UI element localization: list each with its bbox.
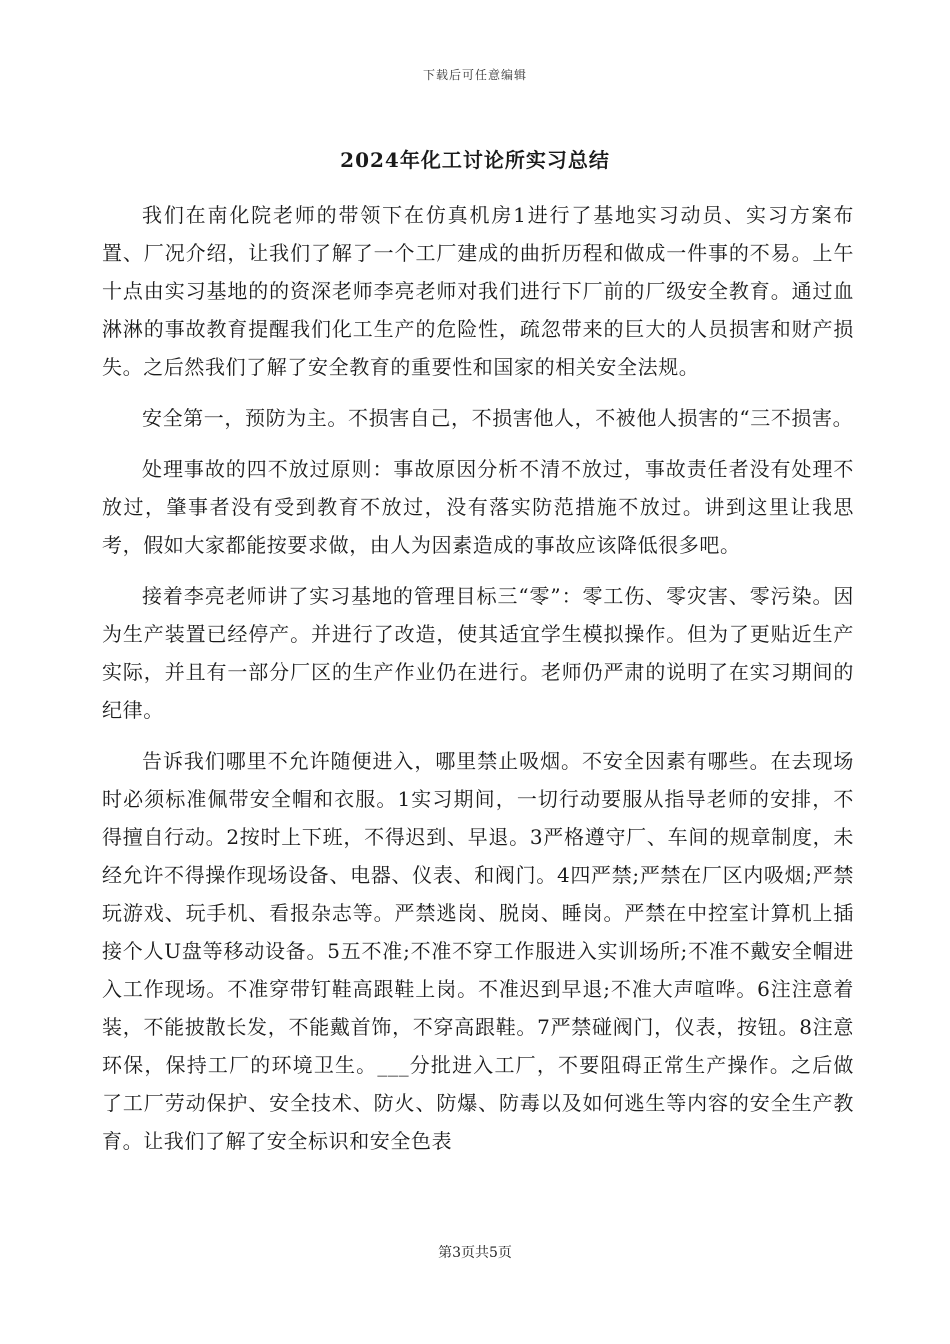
page-number: 第3页共5页 [438,1245,512,1261]
paragraph: 处理事故的四不放过原则：事故原因分析不清不放过，事故责任者没有处理不放过，肇事者没有受到教育不放过，没有落实防范措施不放过。讲到这里让我思考，假如大家都能按要求做，由人为因素造成的事故应该降低很多吧。 [102,457,854,557]
document-body [102,196,854,1173]
paragraph: 我们在南化院老师的带领下在仿真机房1进行了基地实习动员、实习方案布置、厂况介绍，让我们了解了一个工厂建成的曲折历程和做成一件事的不易。上午十点由实习基地的的资深老师李亮老师对我们进行下厂前的厂级安全教育。通过血淋淋的事故教育提醒我们化工生产的危险性，疏忽带来的巨大的人员损害和财产损失。之后然我们了解了安全教育的重要性和国家的相关安全法规。 [102,203,854,379]
paragraph: 告诉我们哪里不允许随便进入，哪里禁止吸烟。不安全因素有哪些。在去现场时必须标准佩带安全帽和衣服。1实习期间，一切行动要服从指导老师的安排，不得擅自行动。2按时上下班，不得迟到、早退。3严格遵守厂、车间的规章制度，未经允许不得操作现场设备、电器、仪表、和阀门。4四严禁;严禁在厂区内吸烟;严禁玩游戏、玩手机、看报杂志等。严禁逃岗、脱岗、睡岗。严禁在中控室计算机上插接个人U盘等移动设备。5五不准;不准不穿工作服进入实训场所;不准不戴安全帽进入工作现场。不准穿带钉鞋高跟鞋上岗。不准迟到早退;不准大声喧哗。6注注意着装，不能披散长发，不能戴首饰，不穿高跟鞋。7严禁碰阀门，仪表，按钮。8注意环保，保持工厂的环境卫生。___分批进入工厂，不要阻碍正常生产操作。之后做了工厂劳动保护、安全技术、防火、防爆、防毒以及如何逃生等内容的安全生产教育。让我们了解了安全标识和安全色表 [102,749,854,1153]
paragraph: 接着李亮老师讲了实习基地的管理目标三“零”：零工伤、零灾害、零污染。因为生产装置已经停产。并进行了改造，使其适宜学生模拟操作。但为了更贴近生产实际，并且有一部分厂区的生产作业仍在进行。老师仍严肃的说明了在实习期间的纪律。 [102,584,854,722]
paragraph: 安全第一，预防为主。不损害自己，不损害他人，不被他人损害的“三不损害。 [142,406,854,430]
document-title: 2024年化工讨论所实习总结 [340,148,610,172]
header-note: 下载后可任意编辑 [422,68,527,82]
